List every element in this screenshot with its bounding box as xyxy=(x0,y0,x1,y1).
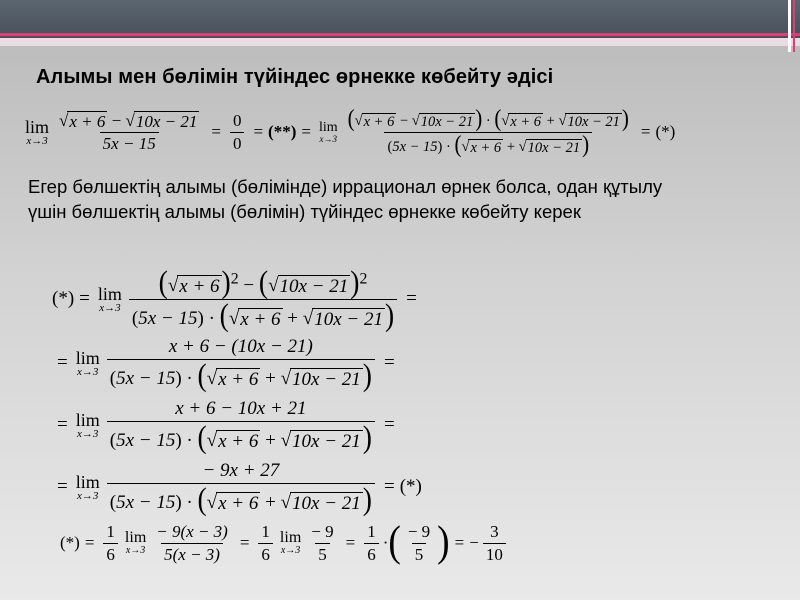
equation-line-5: = lim x→3 − 9x + 27 (5x − 15) · ( √ x + 6 + √ 10x − 21 ) = (*) xyxy=(57,460,422,517)
equation-line-6: (*) = $\frac{1}{6}$ lim x→3 $\frac{- 9(x - 3)}{5(x - 3)}$ = $\frac{1}{6}$ lim x→3 $\frac{- 9}{5}$ = $\frac{1}{6}$ · ( $\frac{- 9}{5}$ ) = − $\frac{3}{10}$ xyxy=(60,522,510,564)
accent-stripe xyxy=(0,33,800,36)
explanation-paragraph: Егер бөлшектің алымы (бөлімінде) иррационал өрнек болса, одан құтылу үшін бөлшектің алымы (бөлімін) түйіндес өрнекке көбейту керек xyxy=(28,176,663,222)
fraction: √ x + 6 − √ 10x − 21 5x − 15 xyxy=(59,110,198,154)
zero-over-zero: $\frac{0}{0}$ xyxy=(230,111,245,153)
equation-line-3: = lim x→3 x + 6 − (10x − 21) (5x − 15) · ( √ x + 6 + √ 10x − 21 ) = xyxy=(57,336,395,393)
corner-decoration xyxy=(766,0,800,52)
equation-line-4: = lim x→3 x + 6 − 10x + 21 (5x − 15) · ( √ x + 6 + √ 10x − 21 ) = xyxy=(57,398,395,455)
limit-operator: lim x→3 xyxy=(25,116,50,147)
slide-title: Алымы мен бөлімін түйіндес өрнекке көбейту әдісі xyxy=(36,66,554,88)
equation-line-2: (*) = lim x→3 ( √ x + 6 )$^2$ − ( √ 10x − 21 )$^2$ (5x − 15) · ( √ x + 6 + √ 10x − 21 ) = xyxy=(52,263,417,333)
light-stripe xyxy=(0,38,800,46)
equation-line-1: lim x→3 √ x + 6 − √ 10x − 21 5x − 15 = $\frac{0}{0}$ = (**) = lim x→3 ( √ x + 6 − √ 10x − 21 ) · ( √ x + 6 + √ 10x − 21 ) (5x − 15) · ( √ x + 6 + √ 10x − 21 ) = (*) xyxy=(25,104,676,158)
conjugate-fraction: ( √ x + 6 − √ 10x − 21 ) · ( √ x + 6 + √ 10x − 21 ) (5x − 15) · ( √ x + 6 + √ 10x − 21 ) xyxy=(347,104,629,158)
